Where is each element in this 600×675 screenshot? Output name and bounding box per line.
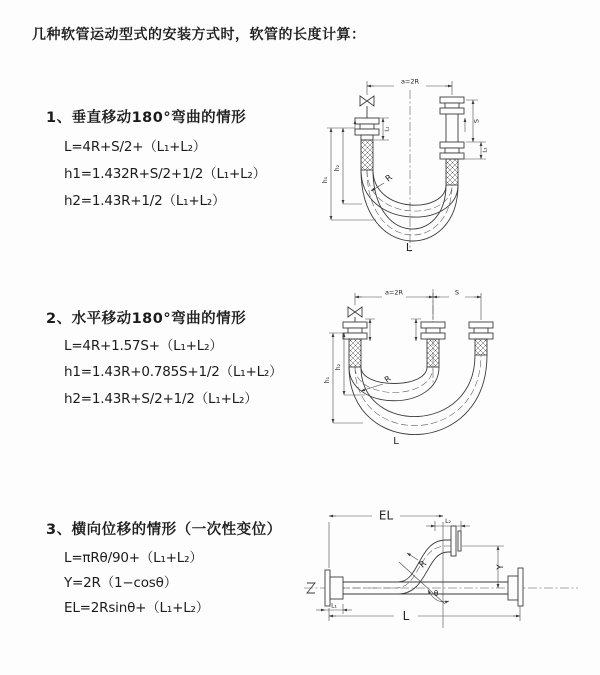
dim-label-h2: h₂ <box>335 363 342 371</box>
dim-label-a2r: a=2R <box>400 77 420 86</box>
leg-reference-dims <box>365 319 421 341</box>
dim-label-l: L <box>405 241 413 254</box>
right-flange-fitting <box>469 322 493 355</box>
dim-label-theta: θ <box>433 589 439 598</box>
dim-label-l1: L₁ <box>384 126 391 132</box>
dim-label-y: Y <box>496 564 506 570</box>
left-flange-fitting <box>355 118 379 170</box>
left-flange-fitting <box>343 322 367 367</box>
right-flange-fitting <box>508 568 523 606</box>
section2-heading: 2、水平移动180°弯曲的情形 <box>46 311 247 327</box>
dim-label-h2: h₂ <box>334 164 341 172</box>
dim-label-el: EL <box>378 508 394 523</box>
hose-arcs <box>361 170 458 241</box>
section3-formula-el: EL=2Rsinθ+（L₁+L₂） <box>64 600 210 616</box>
section2-formula-h1: h1=1.43R+0.785S+1/2（L₁+L₂） <box>64 364 283 380</box>
dim-label-r: R <box>382 374 393 385</box>
dim-label-r: R <box>383 172 395 185</box>
dim-s <box>466 100 486 142</box>
dim-r <box>407 553 429 570</box>
valve-icon <box>348 307 362 322</box>
dim-label-l1: L₁ <box>331 602 337 610</box>
section2-formula-h2: h2=1.43R+S/2+1/2（L₁+L₂） <box>64 391 258 407</box>
diagram-vertical-180-bend <box>300 70 590 260</box>
dim-label-l2: L₂ <box>482 147 489 153</box>
middle-flange-fitting <box>421 322 445 367</box>
dim-label-s: S <box>454 288 460 297</box>
dim-label-s: S <box>472 118 481 124</box>
dim-a2r <box>355 289 481 321</box>
dim-label-l: L <box>393 436 399 447</box>
right-flange-fitting <box>440 97 464 185</box>
dim-label-r: R <box>417 559 429 571</box>
dim-l2 <box>426 518 470 531</box>
section1-formula-h1: h1=1.432R+S/2+1/2（L₁+L₂） <box>64 166 266 182</box>
upper-flange-fitting <box>451 526 461 556</box>
section2-formula-l: L=4R+1.57S+（L₁+L₂） <box>64 338 223 354</box>
dim-label-h1: h₁ <box>322 176 329 184</box>
dim-l1 <box>316 603 352 615</box>
left-flange-fitting <box>325 570 343 606</box>
section3-formula-y: Y=2R（1−cosθ） <box>64 575 178 591</box>
dim-s <box>433 289 481 298</box>
dim-a2r <box>367 78 452 96</box>
section1-formula-h2: h2=1.43R+1/2（L₁+L₂） <box>64 193 226 209</box>
valve-icon <box>360 96 374 118</box>
dim-h2 <box>334 128 362 204</box>
section3-formula-l: L=πRθ/90+（L₁+L₂） <box>64 550 203 566</box>
section1-heading: 1、垂直移动180°弯曲的情形 <box>46 110 247 126</box>
section1-formula-l: L=4R+S/2+（L₁+L₂） <box>64 139 207 155</box>
hose-arcs <box>349 355 487 435</box>
diagram-horizontal-180-bend <box>303 283 593 463</box>
dim-label-l2: L₂ <box>445 518 451 525</box>
dim-l <box>329 606 520 623</box>
section3-heading: 3、横向位移的情形（一次性变位） <box>46 522 282 538</box>
diagram-lateral-displacement <box>296 498 600 663</box>
dim-label-a2r: a=2R <box>384 288 404 297</box>
page-title: 几种软管运动型式的安装方式时，软管的长度计算： <box>32 27 366 43</box>
dim-label-l: L <box>402 609 410 623</box>
dim-label-h1: h₁ <box>324 376 331 384</box>
